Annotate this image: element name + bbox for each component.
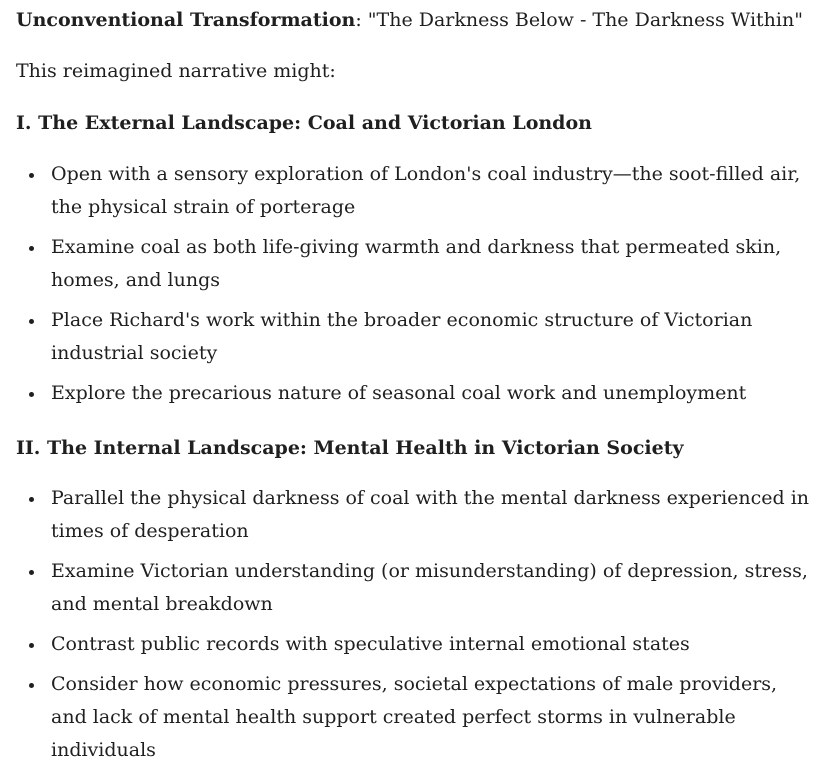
list-item [16, 377, 812, 410]
bullet-icon [29, 683, 34, 688]
list-item [16, 158, 812, 224]
list-item-text: Examine Victorian understanding (or misunderstanding) of depression, stress, and mental breakdown [51, 560, 808, 615]
bullet-icon [29, 173, 34, 178]
list-item-text: Examine coal as both life-giving warmth and darkness that permeated skin, homes, and lungs [51, 236, 782, 291]
list-item [16, 668, 812, 767]
section-heading-2: II. The Internal Landscape: Mental Health in Victorian Society [16, 437, 684, 459]
list-item [16, 482, 812, 548]
bullet-icon [29, 319, 34, 324]
list-item [16, 304, 812, 370]
section-1-list [16, 158, 812, 410]
section-2-list [16, 482, 812, 767]
list-item-text: Consider how economic pressures, societal expectations of male providers, and lack of mental health support created perfect storms in vulnerable individuals [51, 673, 778, 761]
title-label: Unconventional Transformation [16, 9, 356, 31]
bullet-icon [29, 246, 34, 251]
list-item-text: Explore the precarious nature of seasonal coal work and unemployment [51, 382, 747, 404]
bullet-icon [29, 392, 34, 397]
bullet-icon [29, 643, 34, 648]
list-item-text: Contrast public records with speculative internal emotional states [51, 633, 690, 655]
intro-paragraph: This reimagined narrative might: [16, 60, 336, 82]
list-item [16, 628, 812, 661]
document-title [16, 4, 803, 37]
title-colon: : [355, 9, 362, 31]
title-quote: "The Darkness Below - The Darkness Within" [361, 9, 803, 31]
list-item [16, 231, 812, 297]
list-item [16, 555, 812, 621]
section-heading-1: I. The External Landscape: Coal and Victorian London [16, 112, 592, 134]
bullet-icon [29, 497, 34, 502]
list-item-text: Parallel the physical darkness of coal with the mental darkness experienced in times of desperation [51, 487, 810, 542]
list-item-text: Place Richard's work within the broader economic structure of Victorian industrial society [51, 309, 753, 364]
list-item-text: Open with a sensory exploration of London's coal industry—the soot-filled air, the physical strain of porterage [51, 163, 801, 218]
bullet-icon [29, 570, 34, 575]
